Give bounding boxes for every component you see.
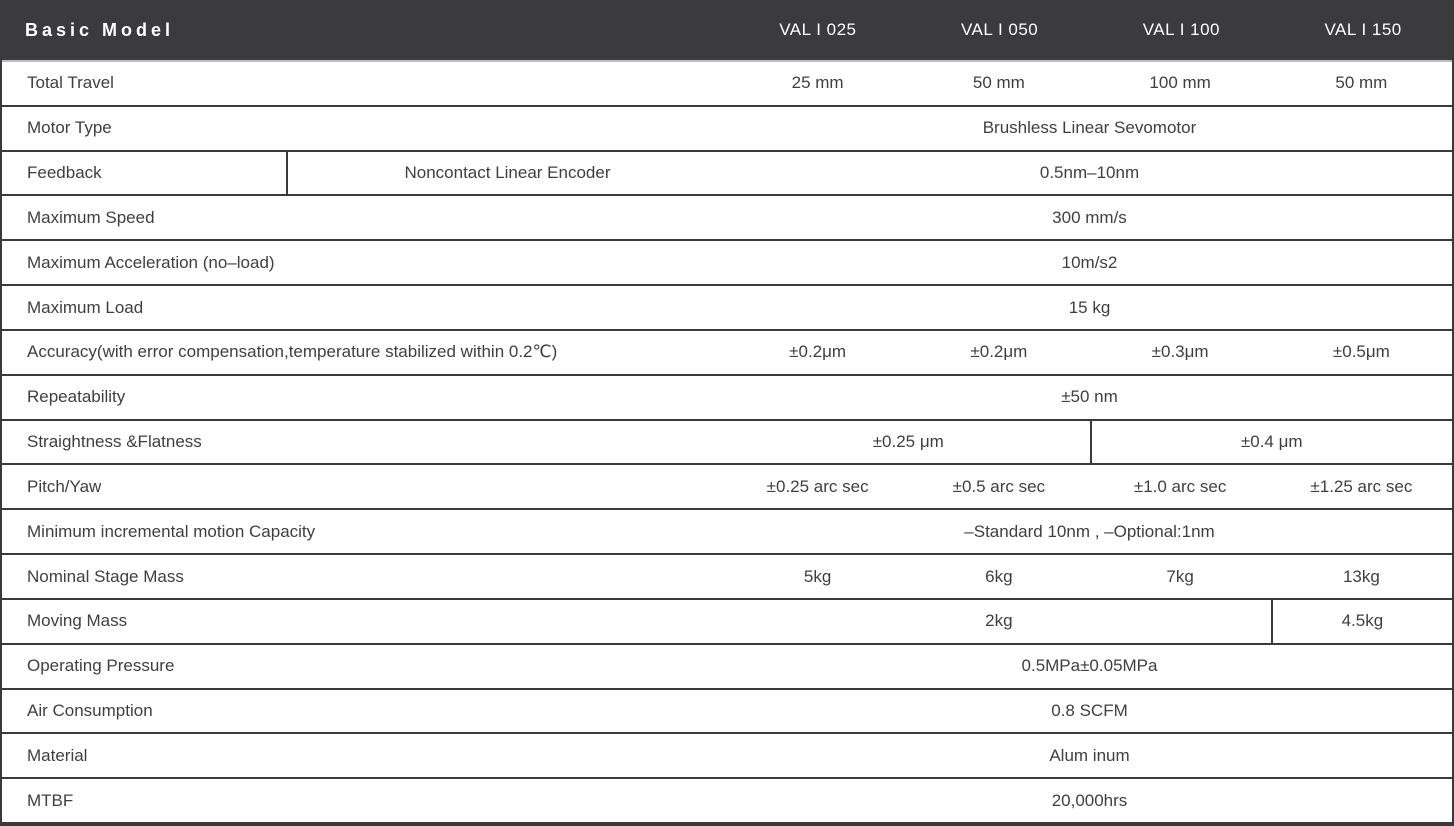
row-label: Operating Pressure — [27, 656, 175, 676]
spec-row-minimum-incremental-motion — [2, 508, 1452, 553]
row-label: Moving Mass — [27, 611, 128, 631]
value-cell: 25 mm — [791, 73, 844, 93]
spec-row-material — [2, 732, 1452, 777]
row-label: Minimum incremental motion Capacity — [27, 521, 316, 541]
row-label: MTBF — [27, 790, 74, 810]
spec-row-maximum-acceleration — [2, 239, 1452, 284]
row-label: Motor Type — [27, 118, 112, 138]
row-label: Air Consumption — [27, 701, 153, 720]
value-cell: 0.8 SCFM — [1051, 701, 1128, 720]
value-cell: Brushless Linear Sevomotor — [982, 118, 1197, 138]
column-header-val-i-150: VAL I 150 — [1324, 20, 1402, 39]
value-cell: 2kg — [985, 611, 1013, 631]
column-header-val-i-025: VAL I 025 — [779, 20, 857, 39]
value-cell: 5kg — [803, 566, 832, 586]
value-cell: 300 mm/s — [1052, 207, 1127, 227]
row-label: Feedback — [27, 163, 102, 183]
row-label: Total Travel — [27, 73, 114, 93]
value-cell: 50 mm — [972, 73, 1025, 93]
value-cell: ±50 nm — [1061, 387, 1118, 407]
row-label: Pitch/Yaw — [27, 476, 102, 496]
spec-row-motor-type — [2, 105, 1452, 150]
spec-row-operating-pressure — [2, 643, 1452, 688]
value-cell: 10m/s2 — [1061, 252, 1118, 272]
value-cell: ±0.4 μm — [1090, 421, 1453, 464]
value-cell: ±0.3μm — [1151, 342, 1209, 362]
value-cell: 6kg — [985, 566, 1013, 586]
value-cell: ±0.25 μm — [872, 432, 944, 452]
spec-row-accuracy — [2, 329, 1452, 374]
value-cell: ±0.2μm — [970, 342, 1028, 362]
value-cell: 0.5MPa±0.05MPa — [1021, 656, 1158, 676]
row-label: Maximum Speed — [27, 207, 155, 227]
value-cell: ±0.25 arc sec — [766, 476, 869, 496]
row-label: Maximum Load — [27, 297, 144, 317]
spec-row-maximum-speed — [2, 194, 1452, 239]
value-cell: 7kg — [1166, 566, 1194, 586]
row-label: Repeatability — [27, 387, 126, 407]
value-cell: 15 kg — [1068, 297, 1111, 317]
spec-row-mtbf — [2, 777, 1452, 822]
value-cell: 0.5nm–10nm — [1039, 163, 1140, 183]
spec-row-air-consumption — [2, 688, 1452, 733]
value-cell: 4.5kg — [1271, 600, 1452, 643]
table-header-row — [0, 0, 1454, 60]
value-cell: ±0.5μm — [1332, 342, 1390, 362]
row-label: Accuracy(with error compensation,temperature stabilized within 0.2℃) — [27, 342, 558, 362]
table-title: Basic Model — [25, 19, 175, 40]
value-cell: 13kg — [1342, 566, 1380, 586]
spec-row-feedback — [2, 150, 1452, 195]
column-header-val-i-100: VAL I 100 — [1142, 20, 1221, 39]
spec-row-straightness-flatness — [2, 419, 1452, 464]
row-label: Maximum Acceleration (no–load) — [27, 252, 275, 272]
value-cell: Alum inum — [1049, 745, 1130, 765]
row-label: Material — [27, 745, 88, 765]
value-cell: Noncontact Linear Encoder — [286, 152, 727, 195]
spec-row-maximum-load — [2, 284, 1452, 329]
value-cell: ±1.25 arc sec — [1310, 476, 1413, 496]
row-label: Nominal Stage Mass — [27, 566, 184, 586]
value-cell: 20,000hrs — [1051, 790, 1128, 810]
spec-row-moving-mass — [2, 598, 1452, 643]
value-cell: ±0.2μm — [789, 342, 847, 362]
row-label: Straightness &Flatness — [27, 432, 202, 452]
column-header-val-i-050: VAL I 050 — [960, 20, 1039, 39]
table-body — [0, 60, 1454, 826]
value-cell: ±0.5 arc sec — [952, 476, 1046, 496]
value-cell: –Standard 10nm , –Optional:1nm — [964, 521, 1215, 541]
value-cell: 100 mm — [1149, 73, 1211, 93]
value-cell: 50 mm — [1335, 73, 1388, 93]
spec-row-nominal-stage-mass — [2, 553, 1452, 598]
spec-row-pitch-yaw — [2, 463, 1452, 508]
spec-row-repeatability — [2, 374, 1452, 419]
spec-row-total-travel — [2, 60, 1452, 105]
value-cell: ±1.0 arc sec — [1133, 476, 1227, 496]
